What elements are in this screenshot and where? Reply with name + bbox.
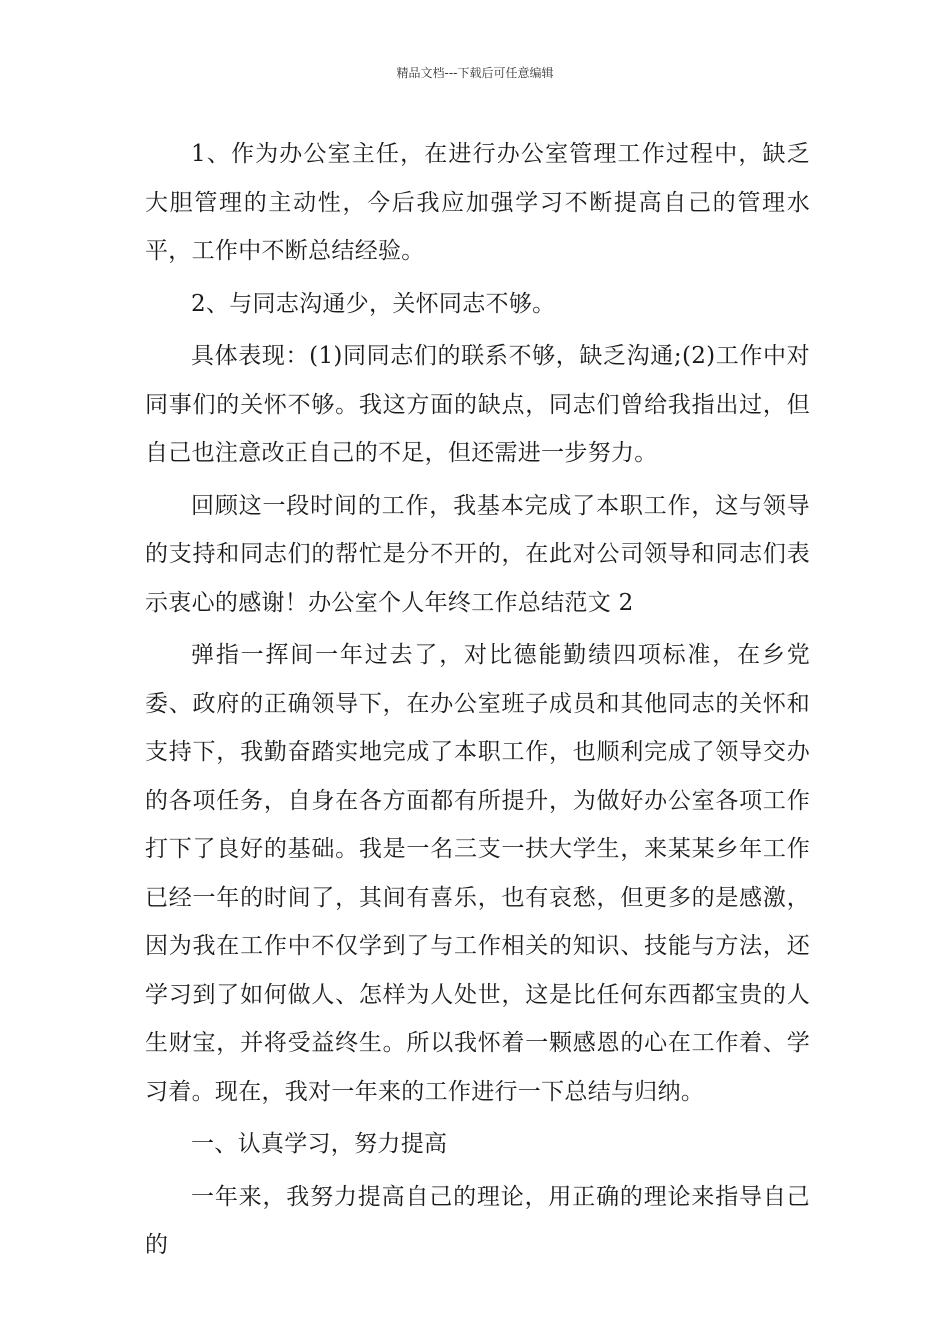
paragraph-2: 2、与同志沟通少，关怀同志不够。 [191, 290, 556, 317]
paragraph-3: 具体表现：(1)同同志们的联系不够，缺乏沟通;(2)工作中对同事们的关怀不够。我这方面的缺点，同志们曾给我指出过，但自己也注意改正自己的不足，但还需进一步努力。 [145, 343, 810, 466]
paragraph-4: 回顾这一段时间的工作，我基本完成了本职工作，这与领导的支持和同志们的帮忙是分不开的，在此对公司领导和同志们表示衷心的感谢！办公室个人年终工作总结范文 2 [145, 492, 810, 616]
paragraph-6: 一年来，我努力提高自己的理论，用正确的理论来指导自己的 [145, 1183, 810, 1258]
paragraph-5: 弹指一挥间一年过去了，对比德能勤绩四项标准，在乡党委、政府的正确领导下，在办公室班子成员和其他同志的关怀和支持下，我勤奋踏实地完成了本职工作，也顺利完成了领导交办的各项任务，自身在各方面都有所提升，为做好办公室各项工作打下了良好的基础。我是一名三支一扶大学生，来某某乡年工作已经一年的时间了，其间有喜乐，也有哀愁，但更多的是感激，因为我在工作中不仅学到了与工作相关的知识、技能与方法，还学习到了如何做人、怎样为人处世，这是比任何东西都宝贵的人生财宝，并将受益终生。所以我怀着一颗感恩的心在工作着、学习着。现在，我对一年来的工作进行一下总结与归纳。 [145, 642, 810, 1105]
page-header: 精品文档---下载后可任意编辑 [396, 66, 554, 80]
paragraph-1: 1、作为办公室主任，在进行办公室管理工作过程中，缺乏大胆管理的主动性，今后我应加强学习不断提高自己的管理水平，工作中不断总结经验。 [145, 141, 810, 264]
document-body [145, 130, 810, 1270]
section-heading: 一、认真学习，努力提高 [191, 1131, 448, 1157]
